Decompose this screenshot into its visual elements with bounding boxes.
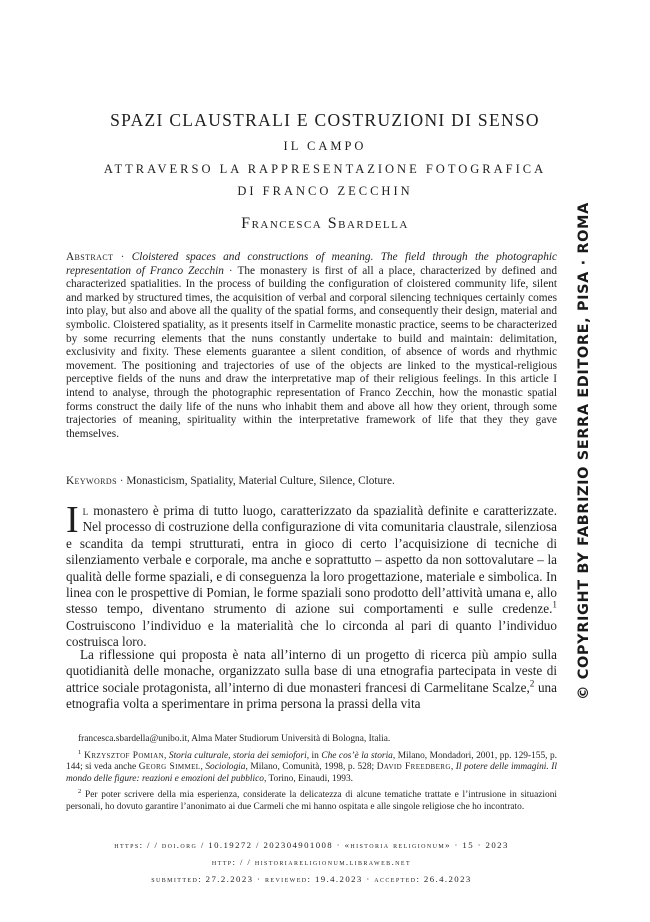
article-subtitle-line-3: DI FRANCO ZECCHIN [237, 184, 413, 198]
footnote-1-text: , [450, 762, 456, 773]
body-p1-end: Costruiscono l’individuo e la materialità che lo circonda al pari di quanto l’individuo costruisca loro. [66, 617, 557, 650]
author-name: Francesca Sbardella [241, 215, 409, 232]
footnote-1-work: Sociologia [205, 762, 246, 773]
body-p2-text: La riflessione qui proposta è nata all’interno di un progetto di ricerca più ampio sulla quotidianità delle monache, organizzato sulla base di una etnografia partecipata in veste di attrice sociale protagonista, all’interno di due monasteri francesi di Carmelitane Scalze, [66, 647, 557, 695]
footnote-1-text: , Torino, Einaudi, 1993. [263, 773, 353, 784]
article-subtitle-line-2: ATTRAVERSO LA RAPPRESENTAZIONE FOTOGRAFICA [103, 162, 547, 176]
footnote-ref-1[interactable]: 1 [552, 600, 557, 611]
author-email-note [66, 734, 557, 746]
keywords-text: · Monasticism, Spatiality, Material Culture, Silence, Cloture. [116, 475, 395, 487]
article-title: SPAZI CLAUSTRALI E COSTRUZIONI DI SENSO [110, 110, 540, 130]
abstract-text: · The monastery is first of all a place, characterized by defined and characterized spatialities. In the process of building the configuration of cloistered community life, silent and marked by structured times, the acquisition of verbal and corporal silencing techniques certainly comes into play, but also and above all the quality of the spatial forms, and consequently their design, material and symbolic. Cloistered spatiality, as it presents itself in Carmelite monastic practice, seems to be characterized by some recurring elements that the nuns constantly undertake to build and maintain: delimitation, exclusivity and fixity. These elements guarantee a silent condition, of absence of words and rhythmic movement. The positioning and trajectories of use of the objects are linked to the mystical-religious perceptive fields of the nuns and draw the interpretative map of their religious feelings. In this article I intend to analyse, through the photographic representation of Franco Zecchin, how the monastic spatial forms construct the daily life of the nuns who inhabit them and above all how they orient, through some trajectories of meaning, spirituality within the interpretative framework of life that they they gave themselves. [66, 264, 557, 440]
footnote-1-text: , Milano, Comunità, 1998, p. 528; [245, 762, 377, 773]
abstract-separator: · [113, 251, 132, 263]
submission-dates: submitted: 27.2.2023 · reviewed: 19.4.2023 · accepted: 26.4.2023 [151, 874, 472, 884]
body-p1-text: monastero è prima di tutto luogo, caratterizzato da spazialità definite e caratterizzate. Nel processo di costruzione della configurazione di vita comunitaria claustrale, silenziosa e scandita da tempi strutturati, entra in gioco di certo l’acquisizione di tecniche di silenziamento verbale e corporale, ma anche e soprattutto – aspetto da non sottovalutare – la qualità delle forme spaziali, e di conseguenza la loro progettazione, materiale e simbolica. In linea con le prospettive di Pomian, le forme spaziali sono prodotto dell’attività umana e, allo stesso tempo, diventano strumento di azione sui comportamenti e sulle credenze. [66, 503, 557, 617]
footnote-1-text: , [164, 750, 169, 761]
copyright-notice: © COPYRIGHT BY FABRIZIO SERRA EDITORE, PISA · ROMA [576, 202, 592, 700]
footnote-1-author-pomian: Krzysztof Pomian [81, 750, 165, 761]
footnotes [66, 734, 557, 819]
footnote-1-work: Storia culturale, storia dei semiofori [168, 750, 307, 761]
journal-url[interactable]: http: / / historiareligionum.libraweb.net [211, 857, 412, 867]
abstract [66, 251, 557, 441]
footnote-1-work: Che cos’è la storia [321, 750, 393, 761]
keywords-label: Keywords [66, 475, 117, 487]
footnote-ref-2[interactable]: 2 [529, 678, 535, 689]
footnote-2-text: Per poter scrivere della mia esperienza, considerate la delicatezza di alcune tematiche trattate e l’intrusione in situazioni personali, ho dovuto garantire l’anonimato ai due Carmeli che mi hanno ospitata e alle singole religiose che ho incontrato. [66, 790, 557, 812]
article-subtitle-line-1: IL CAMPO [283, 139, 367, 153]
author-email[interactable]: francesca.sbardella@unibo.it, Alma Mater Studiorum Università di Bologna, Italia. [78, 734, 391, 744]
keywords [66, 475, 557, 489]
footnote-1-author-simmel: Georg Simmel [138, 762, 201, 773]
abstract-english-title: Cloistered spaces and constructions of meaning. The field through the photographic representation of Franco Zecchin [66, 251, 557, 277]
doi-line[interactable]: https: / / doi.org / 10.19272 / 202304901008 · «historia religionum» · 15 · 2023 [114, 840, 509, 850]
footnote-1-text: , Milano, Mondadori, 2001, pp. 129-155, p. 144; si veda anche [66, 750, 558, 773]
footnote-2 [66, 790, 557, 813]
drop-cap: I [66, 499, 79, 541]
abstract-label: Abstract [66, 251, 114, 263]
body-p2-end: una etnografia volta a sperimentare in prima persona la prassi della vita [66, 679, 557, 712]
footnote-1-text: , in [306, 750, 322, 761]
footnote-1-number: 1 [78, 748, 82, 756]
body-first-letters: l [82, 503, 89, 518]
footnote-2-number: 2 [78, 788, 82, 796]
body-paragraph-2 [66, 647, 557, 713]
footnote-1-work: Il potere delle immagini. Il mondo delle figure: reazioni e emozioni del pubblico [66, 762, 557, 784]
footnote-1-text: , [200, 762, 206, 773]
body-paragraph-1 [66, 499, 557, 651]
footnote-1-author-freedberg: David Freedberg [376, 762, 451, 773]
footnote-1 [66, 748, 558, 786]
